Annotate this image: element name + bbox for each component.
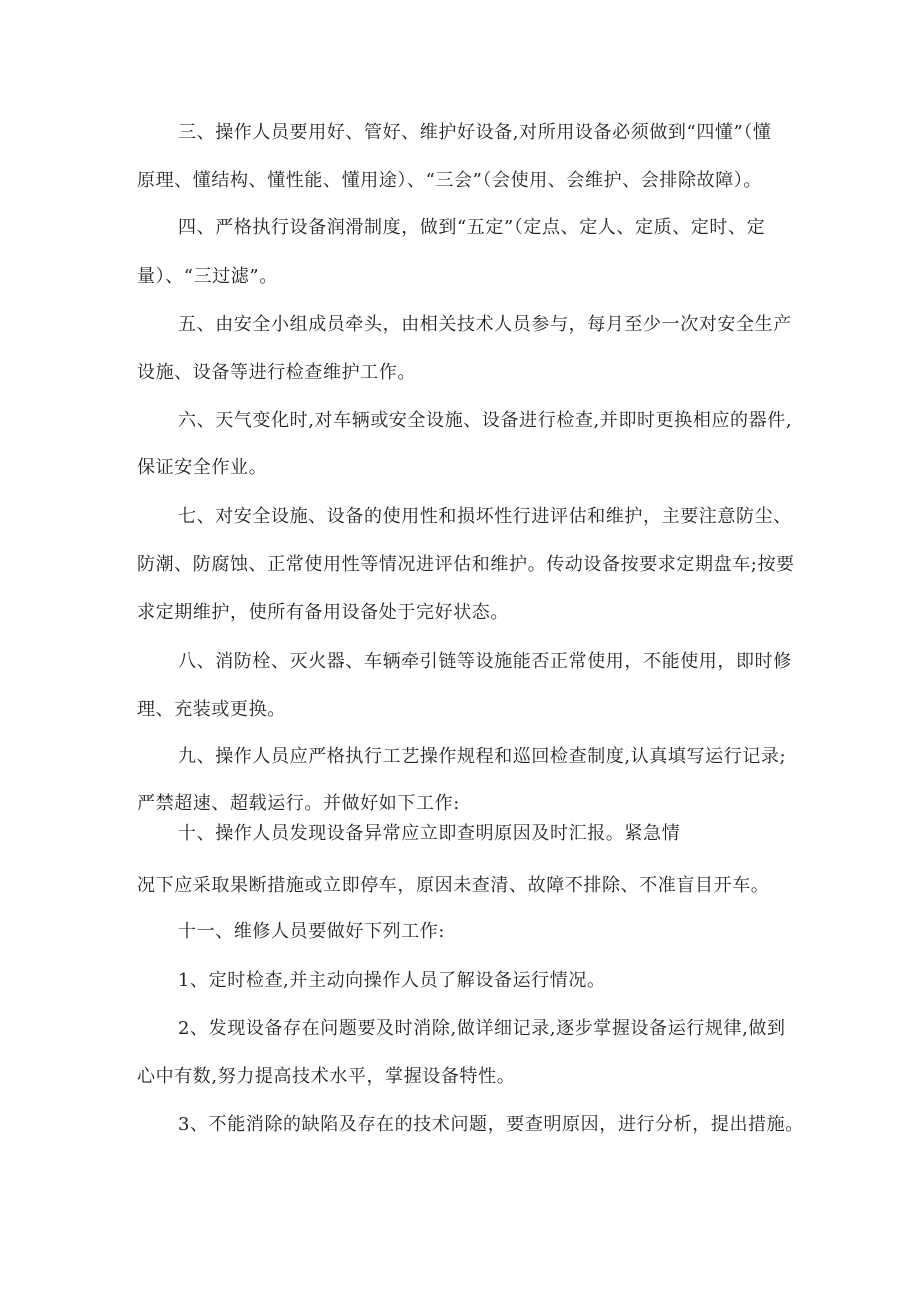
paragraph-6-line-1: 六、天气变化时,对车辆或安全设施、设备进行检查,并即时更换相应的器件, <box>178 410 793 431</box>
list-item-3-line-1: 3、不能消除的缺陷及存在的技术问题，要查明原因，进行分析，提出措施。 <box>178 1114 804 1135</box>
paragraph-5-line-2: 设施、设备等进行检查维护工作。 <box>137 362 416 383</box>
paragraph-11-line-1: 十一、维修人员要做好下列工作: <box>178 921 446 942</box>
paragraph-9-line-1: 九、操作人员应严格执行工艺操作规程和巡回检查制度,认真填写运行记录; <box>178 746 787 767</box>
paragraph-3-line-2: 原理、懂结构、懂性能、懂用途）、“三会”（会使用、会维护、会排除故障）。 <box>137 170 763 191</box>
list-item-1-line-1: 1、定时检查,并主动向操作人员了解设备运行情况。 <box>178 970 606 991</box>
paragraph-8-line-1: 八、消防栓、灭火器、车辆牵引链等设施能否正常使用，不能使用，即时修 <box>178 651 792 672</box>
paragraph-4-line-2: 量）、“三过滤”。 <box>137 266 278 287</box>
paragraph-8-line-2: 理、充装或更换。 <box>137 699 286 720</box>
paragraph-9-line-2: 严禁超速、超载运行。并做好如下工作: <box>137 793 460 814</box>
paragraph-10-line-2: 况下应采取果断措施或立即停车，原因未查清、故障不排除、不准盲目开车。 <box>137 875 770 896</box>
list-item-2-line-1: 2、发现设备存在问题要及时消除,做详细记录,逐步掌握设备运行规律,做到 <box>178 1018 786 1039</box>
paragraph-3-line-1: 三、操作人员要用好、管好、维护好设备,对所用设备必须做到“四懂”（懂 <box>178 122 772 143</box>
paragraph-4-line-1: 四、严格执行设备润滑制度，做到“五定”（定点、定人、定质、定时、定 <box>178 217 766 238</box>
paragraph-10-line-1: 十、操作人员发现设备异常应立即查明原因及时汇报。紧急情 <box>178 823 681 844</box>
paragraph-6-line-2: 保证安全作业。 <box>137 457 268 478</box>
list-item-2-line-2: 心中有数,努力提高技术水平，掌握设备特性。 <box>137 1066 516 1087</box>
paragraph-7-line-3: 求定期维护，使所有备用设备处于完好状态。 <box>137 602 509 623</box>
paragraph-5-line-1: 五、由安全小组成员牵头，由相关技术人员参与，每月至少一次对安全生产 <box>178 314 792 335</box>
paragraph-7-line-1: 七、对安全设施、设备的使用性和损坏性行进评估和维护，主要注意防尘、 <box>178 506 792 527</box>
paragraph-7-line-2: 防潮、防腐蚀、正常使用性等情况进评估和维护。传动设备按要求定期盘车;按要 <box>137 554 795 575</box>
